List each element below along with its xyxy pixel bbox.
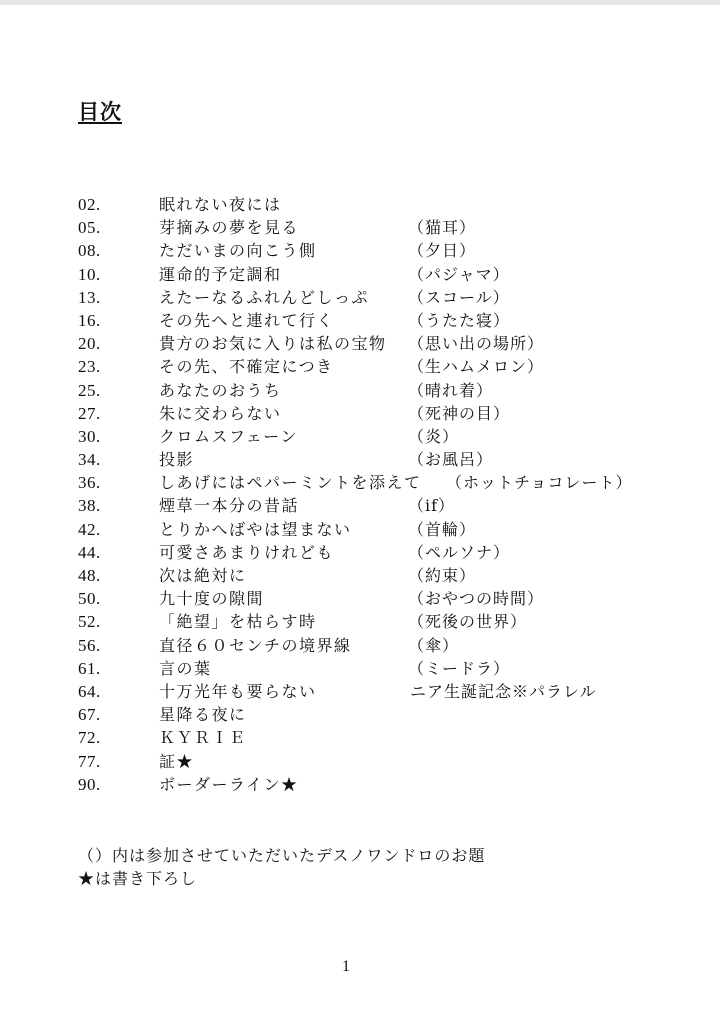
toc-story-title: 次は絶対に — [159, 566, 247, 585]
toc-theme: （if） — [408, 496, 456, 516]
toc-page-number: 10. — [78, 264, 101, 284]
toc-row — [78, 541, 678, 564]
toc-story-title: 証★ — [159, 751, 195, 771]
toc-theme: （ペルソナ） — [408, 542, 511, 562]
page-number: 1 — [342, 958, 350, 975]
toc-page-number: 52. — [78, 612, 101, 632]
toc-story-title: その先へと連れて行く — [159, 310, 335, 330]
toc-row — [78, 610, 678, 633]
toc-story-title: ただいまの向こう側 — [159, 241, 317, 261]
toc-story-title: 眠れない夜には — [159, 195, 282, 214]
toc-page-number: 50. — [78, 589, 101, 609]
toc-row — [78, 355, 678, 378]
toc-page-number: 61. — [78, 658, 101, 678]
toc-page-number: 48. — [78, 566, 101, 585]
toc-story-title: ボーダーライン★ — [159, 774, 299, 794]
toc-story-title: 朱に交わらない — [159, 403, 282, 423]
toc-page-number: 16. — [78, 310, 101, 330]
toc-page-number: 36. — [78, 473, 101, 493]
toc-row — [78, 471, 678, 494]
toc-row — [78, 657, 678, 680]
toc-theme: （炎） — [408, 426, 460, 446]
table-of-contents — [78, 193, 678, 796]
toc-page-number: 72. — [78, 728, 101, 748]
toc-row — [78, 773, 678, 796]
toc-story-title: あなたのおうち — [159, 380, 282, 400]
toc-page-number: 77. — [78, 751, 101, 771]
toc-row — [78, 425, 678, 448]
toc-row — [78, 309, 678, 332]
toc-story-title: 投影 — [159, 450, 195, 470]
theme-note: （）内は参加させていただいたデスノワンドロのお題 — [78, 846, 486, 865]
toc-theme: （生ハムメロン） — [408, 357, 545, 377]
toc-story-title: 星降る夜に — [159, 705, 247, 725]
toc-story-title: 言の葉 — [159, 658, 212, 678]
toc-theme: （約束） — [408, 566, 477, 585]
toc-row — [78, 448, 678, 471]
toc-story-title: とりかへばやは望まない — [159, 519, 352, 539]
toc-story-title: しあげにはペパーミントを添えて — [159, 473, 422, 493]
toc-story-title: 十万光年も要らない — [159, 681, 317, 701]
toc-theme: （傘） — [408, 635, 460, 655]
toc-row — [78, 216, 678, 239]
toc-story-title: 運命的予定調和 — [159, 264, 282, 284]
toc-theme: （ミードラ） — [408, 658, 511, 678]
toc-page-number: 20. — [78, 334, 101, 354]
toc-page-number: 13. — [78, 287, 101, 307]
toc-page-number: 42. — [78, 519, 101, 539]
toc-theme: （お風呂） — [408, 450, 494, 470]
toc-row — [78, 379, 678, 402]
toc-row — [78, 332, 678, 355]
toc-row — [78, 402, 678, 425]
toc-story-title: えたーなるふれんどしっぷ — [159, 287, 370, 307]
toc-theme: （ホットチョコレート） — [446, 473, 633, 493]
toc-row — [78, 680, 678, 703]
toc-page-number: 02. — [78, 195, 101, 214]
toc-theme: （おやつの時間） — [408, 589, 545, 609]
toc-row — [78, 587, 678, 610]
toc-row — [78, 564, 678, 587]
toc-page-number: 08. — [78, 241, 101, 261]
toc-story-title: 「絶望」を枯らす時 — [159, 612, 317, 632]
toc-page-number: 56. — [78, 635, 101, 655]
page-title: 目次 — [78, 99, 122, 124]
toc-theme: （晴れ着） — [408, 380, 494, 400]
toc-theme: （思い出の場所） — [408, 334, 545, 354]
toc-story-title: その先、不確定につき — [159, 357, 334, 377]
toc-row — [78, 494, 678, 517]
toc-page-number: 90. — [78, 774, 101, 794]
toc-theme: （首輪） — [408, 519, 477, 539]
toc-page-number: 25. — [78, 380, 101, 400]
toc-theme: （パジャマ） — [408, 264, 510, 284]
star-note: ★は書き下ろし — [78, 869, 198, 888]
toc-story-title: 九十度の隙間 — [159, 589, 265, 609]
toc-row — [78, 634, 678, 657]
toc-page-number: 38. — [78, 496, 101, 516]
toc-page-number: 44. — [78, 542, 101, 562]
toc-theme: （猫耳） — [408, 218, 477, 238]
toc-story-title: 貴方のお気に入りは私の宝物 — [159, 334, 387, 354]
toc-story-title: 煙草一本分の昔話 — [159, 496, 300, 516]
toc-story-title: クロムスフェーン — [159, 426, 298, 446]
toc-theme: （スコール） — [408, 287, 510, 307]
toc-theme: ニア生誕記念※パラレル — [410, 681, 597, 701]
toc-page-number: 23. — [78, 357, 101, 377]
toc-page-number: 34. — [78, 450, 101, 470]
toc-story-title: 芽摘みの夢を見る — [159, 218, 300, 238]
toc-page-number: 67. — [78, 705, 101, 725]
toc-theme: （死後の世界） — [408, 612, 528, 632]
toc-page-number: 64. — [78, 681, 101, 701]
toc-row — [78, 518, 678, 541]
toc-row — [78, 286, 678, 309]
toc-page-number: 27. — [78, 403, 101, 423]
toc-story-title: 可愛さあまりけれども — [159, 542, 335, 562]
toc-story-title: 直径６０センチの境界線 — [159, 635, 352, 655]
toc-theme: （死神の目） — [408, 403, 511, 423]
toc-page-number: 05. — [78, 218, 101, 238]
toc-row — [78, 263, 678, 286]
toc-row — [78, 193, 678, 216]
toc-page-number: 30. — [78, 426, 101, 446]
toc-row — [78, 726, 678, 749]
toc-theme: （うたた寝） — [408, 310, 511, 330]
toc-story-title: ＫＹＲＩＥ — [159, 728, 247, 748]
toc-row — [78, 239, 678, 262]
toc-theme: （夕日） — [408, 241, 477, 261]
top-edge-bar — [0, 0, 720, 5]
toc-row — [78, 703, 678, 726]
toc-row — [78, 750, 678, 773]
